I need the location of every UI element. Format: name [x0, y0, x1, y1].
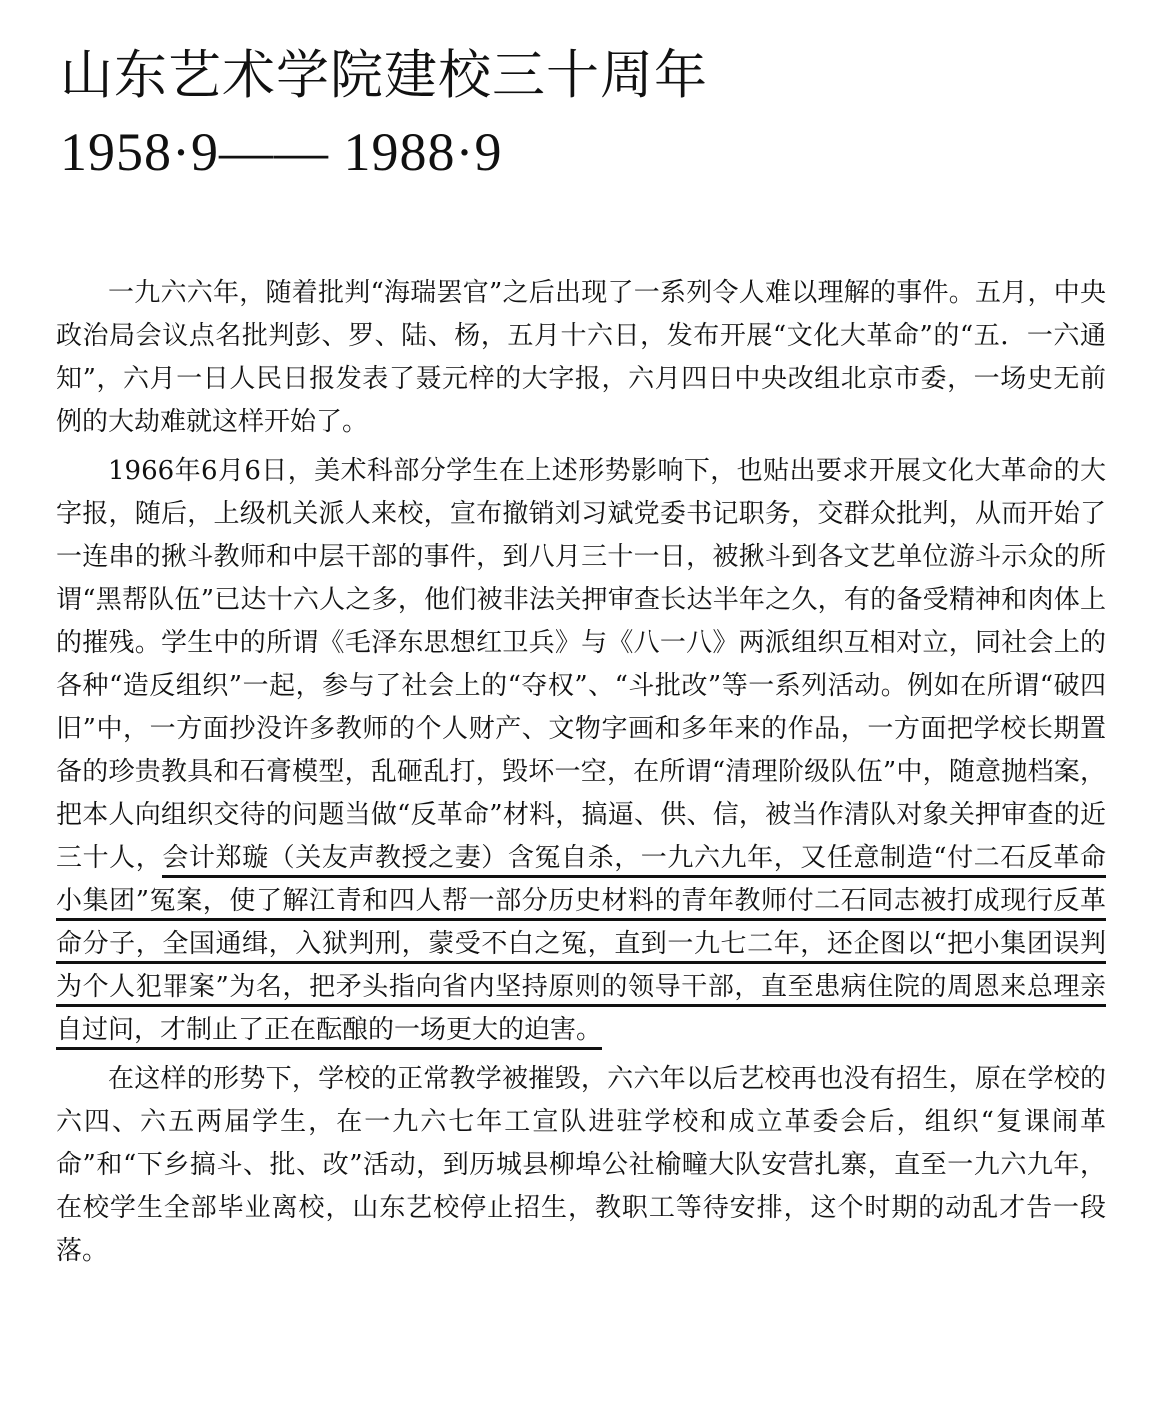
paragraph-2 — [56, 450, 1106, 1052]
paragraph-3: 在这样的形势下，学校的正常教学被摧毁，六六年以后艺校再也没有招生，原在学校的六四、六五两届学生，在一九六七年工宣队进驻学校和成立革委会后，组织“复课闹革命”和“下乡搞斗、批、改”活动，到历城县柳埠公社榆疃大队安营扎寨，直至一九六九年，在校学生全部毕业离校，山东艺校停止招生，教职工等待安排，这个时期的动乱才告一段落。 — [56, 1064, 1106, 1266]
date-range: 1958·9—— 1988·9 — [60, 122, 503, 182]
paragraph-1: 一九六六年，随着批判“海瑞罢官”之后出现了一系列令人难以理解的事件。五月，中央政治局会议点名批判彭、罗、陆、杨，五月十六日，发布开展“文化大革命”的“五．一六通知”，六月一日人民日报发表了聂元梓的大字报，六月四日中央改组北京市委，一场史无前例的大劫难就这样开始了。 — [56, 278, 1106, 437]
paragraph-2-text: 1966年6月6日，美术科部分学生在上述形势影响下，也贴出要求开展文化大革命的大字报，随后，上级机关派人来校，宣布撤销刘习斌党委书记职务，交群众批判，从而开始了一连串的揪斗教师和中层干部的事件，到八月三十一日，被揪斗到各文艺单位游斗示众的所谓“黑帮队伍”已达十六人之多，他们被非法关押审查长达半年之久，有的备受精神和肉体上的摧残。学生中的所谓《毛泽东思想红卫兵》与《八一八》两派组织互相对立，同社会上的各种“造反组织”一起，参与了社会上的“夺权”、“斗批改”等一系列活动。例如在所谓“破四旧”中，一方面抄没许多教师的个人财产、文物字画和多年来的作品，一方面把学校长期置备的珍贵教具和石膏模型，乱砸乱打，毁坏一空，在所谓“清理阶级队伍”中，随意抛档案，把本人向组织交待的问题当做“反革命”材料，搞逼、供、信，被当作清队对象关押审查的近三十人， — [56, 456, 1106, 873]
page-title: 山东艺术学院建校三十周年 — [60, 45, 708, 106]
article-body — [56, 272, 1106, 1273]
underlined-passage: 会计郑璇（关友声教授之妻）含冤自杀，一九六九年，又任意制造“付二石反革命小集团”冤案，使了解江青和四人帮一部分历史材料的青年教师付二石同志被打成现行反革命分子，全国通缉，入狱判刑，蒙受不白之冤，直到一九七二年，还企图以“把小集团误判为个人犯罪案”为名，把矛头指向省内坚持原则的领导干部，直至患病住院的周恩来总理亲自过问，才制止了正在酝酿的一场更大的迫害。 — [56, 843, 1106, 1050]
